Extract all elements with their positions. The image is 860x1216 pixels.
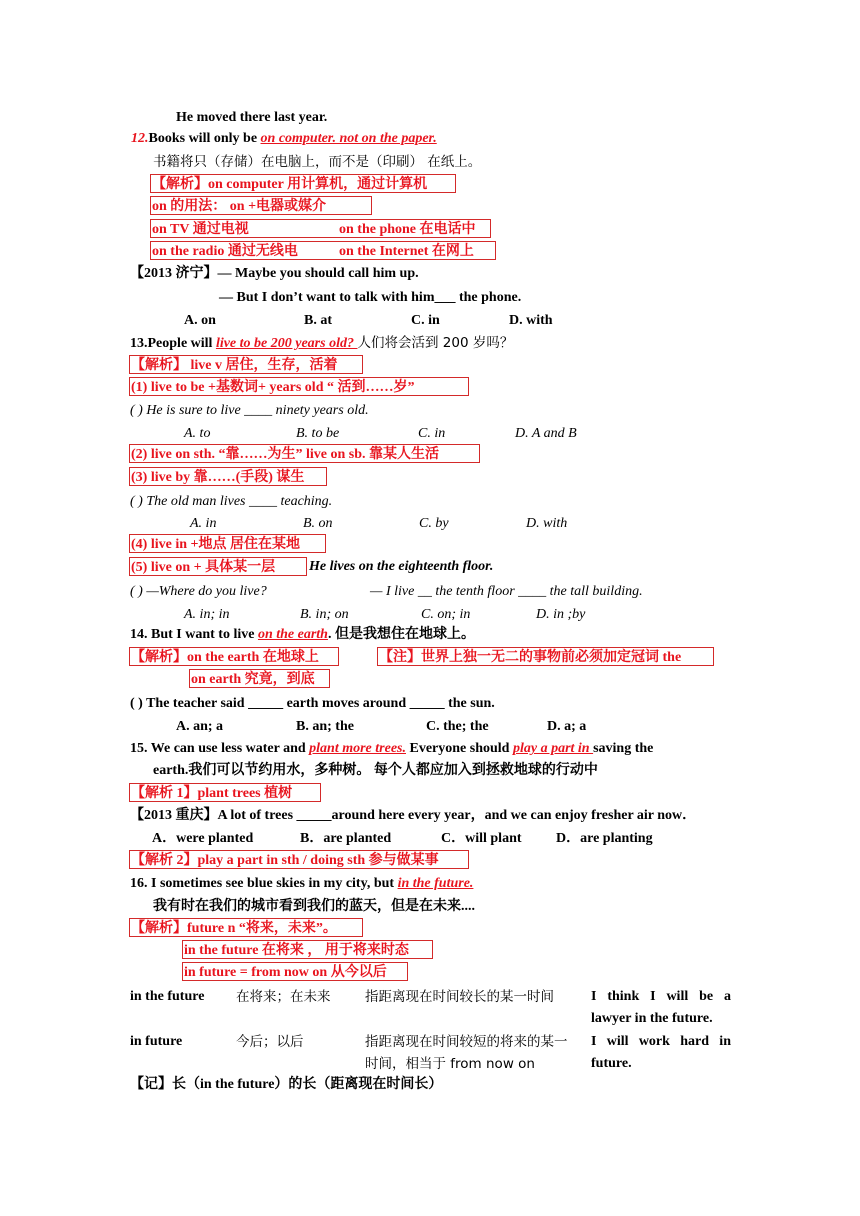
jining-question-line-1: 【2013 济宁】— Maybe you should call him up. — [130, 266, 419, 281]
q14-note-2: 【注】世界上独一无二的事物前必须加定冠词 the — [377, 647, 714, 666]
example-sentence: He moved there last year. — [176, 110, 328, 125]
q16-line: 16. I sometimes see blue skies in my city, but in the future. — [130, 876, 474, 891]
table-meaning: 在将来；在未来 — [236, 989, 331, 1005]
q12-translation: 书籍将只（存储）在电脑上，而不是（印刷） 在纸上。 — [153, 154, 482, 170]
q13-note-5: (4) live in +地点 居住在某地 — [129, 534, 326, 553]
q13-note-4: (3) live by 靠……(手段) 谋生 — [129, 467, 327, 486]
option-d: D. with — [509, 313, 553, 328]
q12-line: 12.Books will only be on computer. not on the paper. — [131, 131, 437, 146]
option-b: B. at — [304, 313, 332, 328]
q15-line-1: 15. We can use less water and plant more trees. Everyone should play a part in saving the — [130, 741, 654, 756]
q13-note-3: (2) live on sth. “靠……为生” live on sb. 靠某人生活 — [129, 444, 480, 463]
q14-answer: on the earth — [257, 627, 328, 642]
table-description: 指距离现在时间较短的将来的某一时间，相当于 from now on — [365, 1034, 568, 1072]
option-a: A. on — [184, 313, 216, 328]
option-b: B. to be — [296, 426, 340, 441]
table-description: 指距离现在时间较长的某一时间 — [365, 989, 554, 1005]
q13-exercise-3b: — I live __ the tenth floor ____ the tall building. — [370, 584, 643, 599]
q12-note-2: on 的用法： on +电器或媒介 — [150, 196, 372, 215]
table-term: in future — [130, 1034, 183, 1049]
table-meaning: 今后；以后 — [236, 1034, 304, 1050]
option-c: C．will plant — [441, 831, 522, 846]
q13-note-6: (5) live on + 具体某一层 — [129, 557, 307, 576]
option-a: A. in — [190, 516, 217, 531]
q13-exercise-2: ( ) The old man lives ____ teaching. — [130, 494, 333, 509]
option-d: D. a; a — [547, 719, 587, 734]
q12-number: 12. — [131, 131, 149, 146]
q13-note-6-example: He lives on the eighteenth floor. — [309, 559, 494, 574]
q12-note-3: on TV 通过电视 on the phone 在电话中 — [150, 219, 491, 238]
q14-note-3: on earth 究竟，到底 — [189, 669, 330, 688]
q13-answer: live to be 200 years old? — [215, 336, 358, 351]
option-c: C. on; in — [421, 607, 471, 622]
option-d: D. A and B — [515, 426, 577, 441]
option-b: B．are planted — [300, 831, 392, 846]
q16-note-2: in the future 在将来 ， 用于将来时态 — [182, 940, 433, 959]
q15-note-1: 【解析 1】plant trees 植树 — [129, 783, 321, 802]
table-example: I will work hard in future. — [591, 1034, 731, 1071]
q16-note-3: in future = from now on 从今以后 — [182, 962, 408, 981]
option-c: C. the; the — [426, 719, 489, 734]
q13-exercise-1: ( ) He is sure to live ____ ninety years old. — [130, 403, 369, 418]
q14-exercise: ( ) The teacher said _____ earth moves around _____ the sun. — [130, 696, 495, 711]
option-d: D．are planting — [556, 831, 653, 846]
q13-exercise-3a: ( ) —Where do you live? — [130, 584, 267, 599]
option-b: B. an; the — [296, 719, 354, 734]
jining-question-line-2: — But I don’t want to talk with him___ the phone. — [219, 290, 522, 305]
option-a: A. in; in — [184, 607, 230, 622]
q12-note-4: on the radio 通过无线电 on the Internet 在网上 — [150, 241, 496, 260]
option-d: D. with — [526, 516, 568, 531]
q13-note-2: (1) live to be +基数词+ years old “ 活到……岁” — [129, 377, 469, 396]
option-c: C. by — [419, 516, 449, 531]
option-c: C. in — [418, 426, 446, 441]
q13-note-1: 【解析】 live v 居住，生存，活着 — [129, 355, 363, 374]
q15-answer-2: play a part in — [512, 741, 594, 756]
q12-note-1: 【解析】on computer 用计算机，通过计算机 — [150, 174, 456, 193]
q16-answer: in the future. — [397, 876, 474, 891]
table-example: I think I will be a lawyer in the future. — [591, 989, 731, 1026]
option-c: C. in — [411, 313, 440, 328]
option-b: B. in; on — [300, 607, 349, 622]
q13-line: 13.People will live to be 200 years old? 人们将会活到 200 岁吗？ — [130, 335, 514, 351]
q15-answer-1: plant more trees. — [309, 741, 406, 756]
option-a: A．were planted — [152, 831, 254, 846]
memory-note: 【记】长（in the future）的长（距离现在时间长） — [130, 1077, 443, 1092]
table-term: in the future — [130, 989, 205, 1004]
q15-note-2: 【解析 2】play a part in sth / doing sth 参与做某事 — [129, 850, 469, 869]
q14-line: 14. But I want to live on the earth. 但是我想住在地球上。 — [130, 627, 475, 642]
q14-note-1: 【解析】on the earth 在地球上 — [129, 647, 339, 666]
q16-translation: 我有时在我们的城市看到我们的蓝天，但是在未来.... — [153, 899, 475, 914]
q12-answer: on computer. not on the paper. — [260, 131, 437, 146]
option-a: A. an; a — [176, 719, 224, 734]
option-a: A. to — [184, 426, 211, 441]
option-d: D. in ;by — [536, 607, 586, 622]
option-b: B. on — [303, 516, 333, 531]
q15-line-2: earth.我们可以节约用水，多种树。 每个人都应加入到拯救地球的行动中 — [153, 763, 598, 778]
chongqing-question: 【2013 重庆】A lot of trees _____around here every year，and we can enjoy fresher air now． — [130, 808, 697, 823]
q16-note-1: 【解析】future n “将来，未来”。 — [129, 918, 363, 937]
